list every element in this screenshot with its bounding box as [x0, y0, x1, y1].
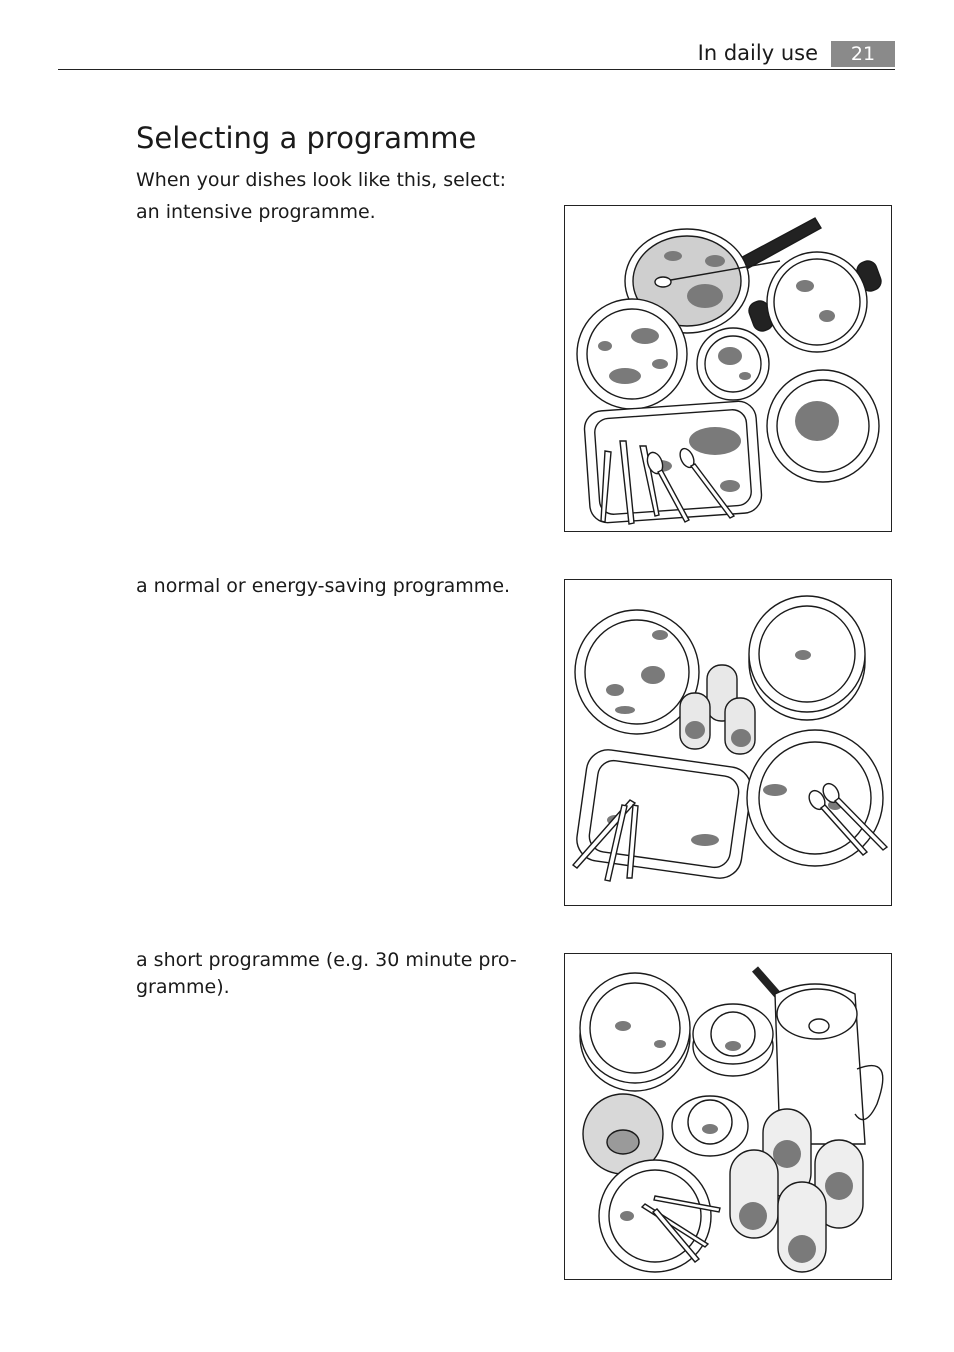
page-number-badge: 21 — [831, 41, 895, 67]
item3-line-1: a short programme (e.g. 30 minute pro- — [136, 949, 517, 971]
intro-line-1: When your dishes look like this, select: — [136, 169, 507, 191]
header-section-title: In daily use — [697, 41, 818, 65]
heavily-soiled-dishes-illustration — [564, 205, 892, 532]
lightly-soiled-dishes-illustration — [564, 953, 892, 1280]
normally-soiled-dishes-illustration — [564, 579, 892, 906]
heavily-soiled-dishes-icon — [565, 206, 891, 531]
header-rule — [58, 69, 895, 70]
intro-line-2: an intensive programme. — [136, 201, 376, 223]
page-title: Selecting a programme — [136, 121, 477, 155]
normally-soiled-dishes-icon — [565, 580, 891, 905]
lightly-soiled-dishes-icon — [565, 954, 891, 1279]
item3-line-2: gramme). — [136, 976, 230, 998]
item2-text: a normal or energy-saving programme. — [136, 575, 511, 597]
intro-text — [136, 164, 536, 228]
item3-text — [136, 947, 531, 1001]
